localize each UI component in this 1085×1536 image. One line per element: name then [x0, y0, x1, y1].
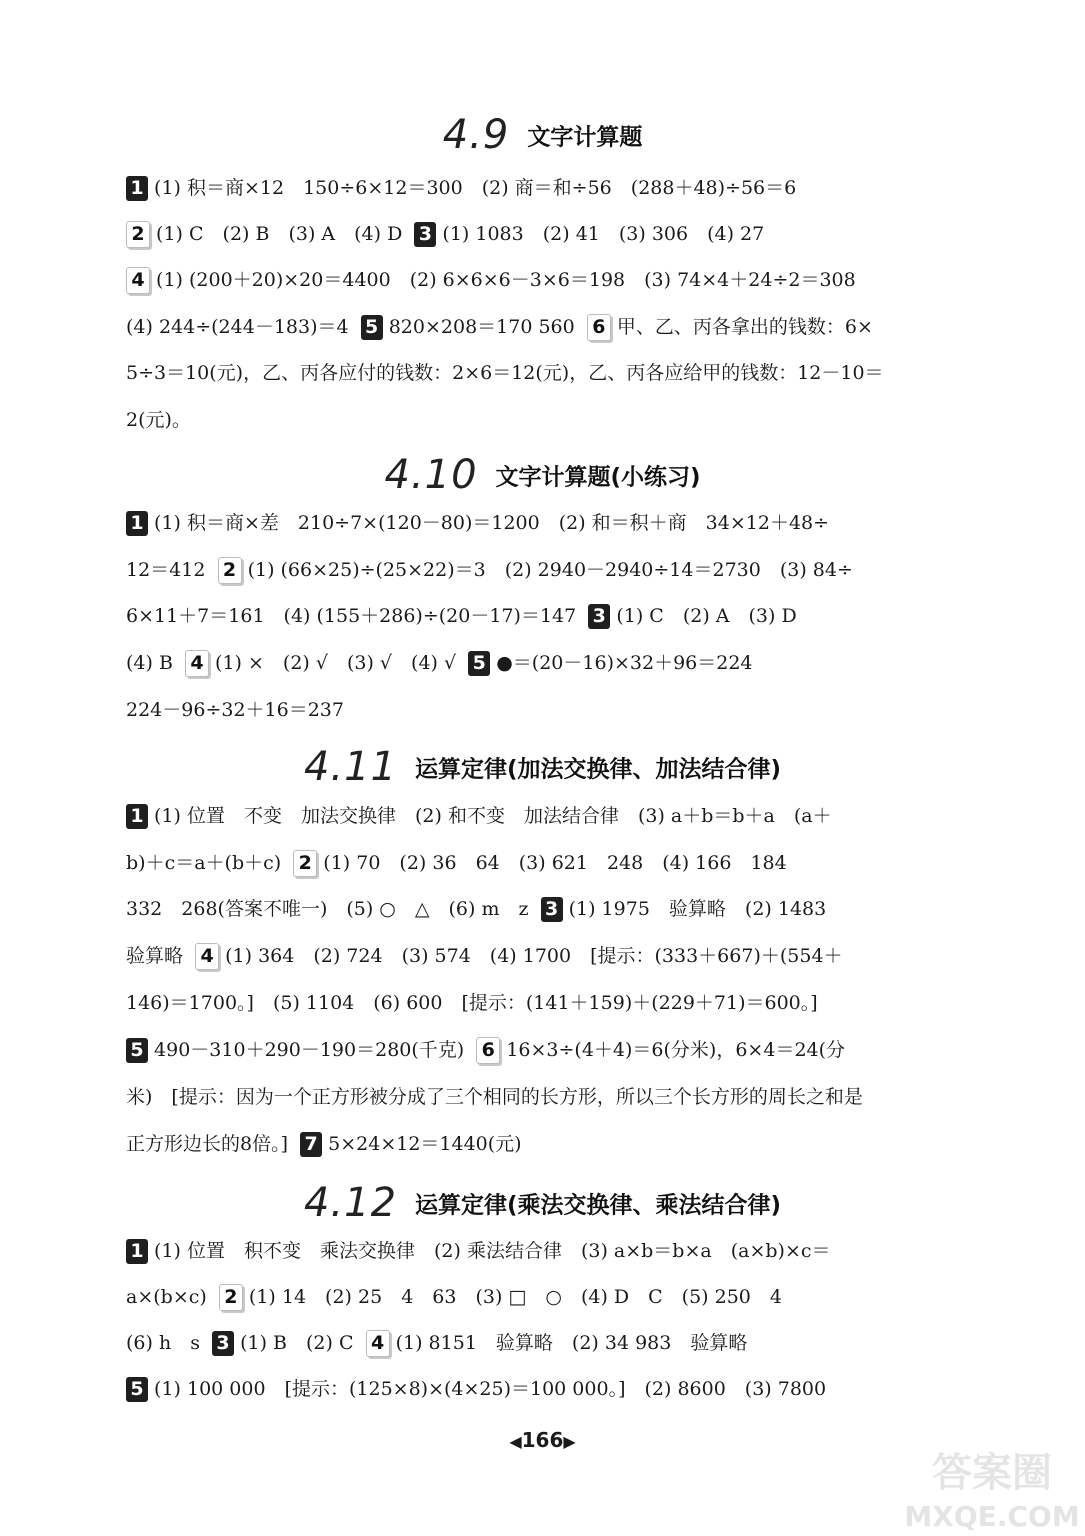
question-number-badge: 5	[126, 1377, 148, 1402]
question-number-badge: 2	[126, 221, 150, 248]
answer-text: 正方形边长的8倍。]	[126, 1133, 301, 1155]
answer-text: ●＝(20－16)×32＋96＝224	[490, 652, 753, 674]
question-number-badge: 1	[126, 804, 148, 829]
answer-text: (1) B (2) C	[234, 1332, 366, 1354]
answer-text: (1) (66×25)÷(25×22)＝3 (2) 2940－2940÷14＝2730 (3) 84÷	[241, 559, 853, 581]
section-number: 4.10	[384, 452, 478, 498]
watermark-top-text: 答案圈	[932, 1450, 1052, 1496]
answer-text: (1) 1975 验算略 (2) 1483	[562, 898, 827, 920]
question-number-badge: 7	[300, 1132, 322, 1157]
answer-line	[126, 218, 764, 248]
answer-line	[126, 172, 796, 202]
answer-line	[126, 1128, 522, 1158]
section-name: 运算定律(加法交换律、加法结合律)	[415, 756, 782, 783]
question-number-badge: 6	[587, 314, 611, 341]
answer-text: (1) 位置 积不变 乘法交换律 (2) 乘法结合律 (3) a×b＝b×a (a×b)×c＝	[148, 1240, 831, 1262]
section-name: 文字计算题	[527, 124, 643, 151]
answer-text: 6×11＋7＝161 (4) (155＋286)÷(20－17)＝147	[126, 605, 589, 627]
answer-line	[126, 1327, 747, 1357]
answer-line	[126, 507, 829, 537]
answer-text: (1) 1083 (2) 41 (3) 306 (4) 27	[436, 223, 765, 245]
answer-text: 332 268(答案不唯一) (5) ○ △ (6) m z	[126, 898, 541, 920]
section-name: 运算定律(乘法交换律、乘法结合律)	[415, 1192, 782, 1219]
answer-line	[126, 1081, 863, 1111]
answer-text: (1) (200＋20)×20＝4400 (2) 6×6×6－3×6＝198 (3) 74×4＋24÷2＝308	[150, 269, 856, 291]
answer-text: 5×24×12＝1440(元)	[322, 1133, 522, 1155]
answer-text: (4) B	[126, 652, 185, 674]
question-number-badge: 1	[126, 176, 148, 201]
answer-line	[126, 893, 826, 923]
section-title	[0, 112, 1085, 158]
question-number-badge: 5	[361, 315, 383, 340]
question-number-badge: 3	[414, 222, 436, 247]
answer-text: (1) 积＝商×差 210÷7×(120－80)＝1200 (2) 和＝积＋商 34×12＋48÷	[148, 512, 830, 534]
answer-line	[126, 554, 853, 584]
answer-text: (1) × (2) √ (3) √ (4) √	[209, 652, 469, 674]
answer-text: (1) 位置 不变 加法交换律 (2) 和不变 加法结合律 (3) a＋b＝b＋a (a＋	[148, 805, 832, 827]
section-title	[0, 744, 1085, 790]
answer-text: b)＋c＝a＋(b＋c)	[126, 852, 294, 874]
answer-text: (1) 8151 验算略 (2) 34 983 验算略	[389, 1332, 748, 1354]
answer-text: (1) 100 000 [提示：(125×8)×(4×25)＝100 000。] (2) 8600 (3) 7800	[148, 1378, 827, 1400]
answer-text: 820×208＝170 560	[382, 316, 587, 338]
section-number: 4.12	[303, 1180, 398, 1226]
answer-line	[126, 1373, 826, 1403]
answer-line	[126, 311, 873, 341]
answer-text: 16×3÷(4＋4)＝6(分米)，6×4＝24(分	[500, 1039, 846, 1061]
answer-text: 5÷3＝10(元)，乙、丙各应付的钱数：2×6＝12(元)，乙、丙各应给甲的钱数：12－10＝	[126, 362, 884, 384]
answer-text: (1) 积＝商×12 150÷6×12＝300 (2) 商＝和÷56 (288＋48)÷56＝6	[148, 177, 797, 199]
section-number: 4.11	[303, 744, 398, 790]
question-number-badge: 2	[293, 850, 317, 877]
answer-line	[126, 987, 818, 1017]
answer-line	[126, 940, 843, 970]
question-number-badge: 5	[126, 1038, 148, 1063]
question-number-badge: 5	[468, 651, 490, 676]
answer-text: 2(元)。	[126, 409, 191, 431]
answer-text: (1) C (2) B (3) A (4) D	[150, 223, 415, 245]
question-number-badge: 4	[195, 943, 219, 970]
next-page-arrow-icon: ▶	[563, 1432, 576, 1451]
section-title	[0, 1180, 1085, 1226]
answer-text: (6) h s	[126, 1332, 213, 1354]
answer-text: a×(b×c)	[126, 1286, 219, 1308]
answer-text: 12＝412	[126, 559, 218, 581]
question-number-badge: 2	[219, 1284, 243, 1311]
answer-line	[126, 600, 797, 630]
answer-text: 224－96÷32＋16＝237	[126, 699, 344, 721]
question-number-badge: 2	[218, 557, 242, 584]
section-title	[0, 452, 1085, 498]
question-number-badge: 1	[126, 511, 148, 536]
answer-line	[126, 1281, 782, 1311]
answer-line	[126, 1034, 845, 1064]
answer-text: 146)＝1700。] (5) 1104 (6) 600 [提示：(141＋159)＋(229＋71)＝600。]	[126, 992, 818, 1014]
answer-text: 米) [提示：因为一个正方形被分成了三个相同的长方形，所以三个长方形的周长之和是	[126, 1086, 863, 1108]
question-number-badge: 1	[126, 1239, 148, 1264]
answer-line	[126, 404, 191, 434]
question-number-badge: 4	[185, 650, 209, 677]
section-name: 文字计算题(小练习)	[495, 464, 701, 491]
answer-text: (1) C (2) A (3) D	[610, 605, 797, 627]
answer-text: 490－310＋290－190＝280(千克)	[148, 1039, 477, 1061]
prev-page-arrow-icon: ◀	[509, 1432, 522, 1451]
answer-line	[126, 800, 832, 830]
question-number-badge: 3	[212, 1331, 234, 1356]
question-number-badge: 6	[476, 1037, 500, 1064]
answer-text: 甲、乙、丙各拿出的钱数：6×	[610, 316, 873, 338]
answer-text: (4) 244÷(244－183)＝4	[126, 316, 361, 338]
question-number-badge: 4	[366, 1330, 390, 1357]
answer-line	[126, 357, 884, 387]
question-number-badge: 3	[588, 604, 610, 629]
answer-line	[126, 847, 787, 877]
answer-line	[126, 694, 344, 724]
answer-line	[126, 1235, 831, 1265]
section-number: 4.9	[442, 112, 510, 158]
watermark-logo	[900, 1440, 1085, 1536]
watermark-bottom-text: MXQE.COM	[904, 1500, 1080, 1533]
answer-text: 验算略	[126, 945, 196, 967]
page-number: 166	[521, 1428, 564, 1452]
answer-text: (1) 364 (2) 724 (3) 574 (4) 1700 [提示：(333＋667)＋(554＋	[219, 945, 843, 967]
answer-text: (1) 70 (2) 36 64 (3) 621 248 (4) 166 184	[317, 852, 787, 874]
answer-line	[126, 647, 753, 677]
question-number-badge: 3	[541, 897, 563, 922]
answer-line	[126, 264, 856, 294]
answer-text: (1) 14 (2) 25 4 63 (3) □ ○ (4) D C (5) 250 4	[242, 1286, 782, 1308]
question-number-badge: 4	[126, 267, 150, 294]
